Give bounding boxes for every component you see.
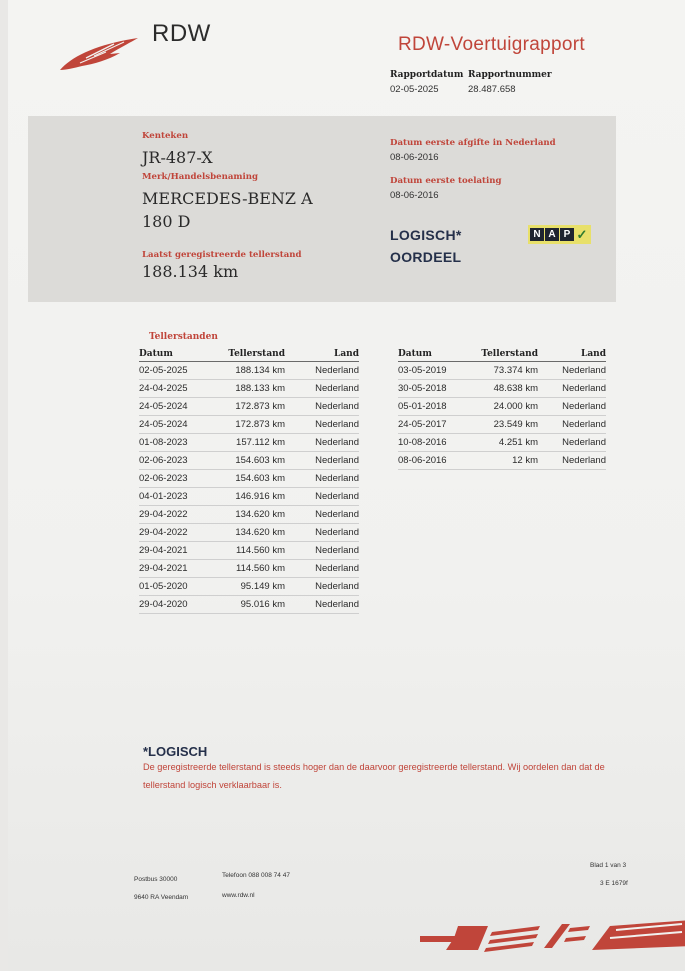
reading-date: 08-06-2016 — [398, 452, 468, 470]
column-header-date: Datum — [139, 346, 221, 362]
report-title: RDW-Voertuigrapport — [398, 34, 585, 55]
reading-country: Nederland — [285, 596, 359, 614]
reading-country: Nederland — [285, 452, 359, 470]
readings-title: Tellerstanden — [149, 332, 218, 342]
nap-letter-a: A — [545, 228, 559, 241]
table-row — [139, 542, 359, 560]
reading-date: 29-04-2021 — [139, 542, 221, 560]
reading-country: Nederland — [285, 416, 359, 434]
table-row — [139, 398, 359, 416]
table-row — [139, 380, 359, 398]
table-row — [398, 398, 606, 416]
report-number-label: Rapportnummer — [468, 70, 552, 80]
column-header-country: Land — [285, 346, 359, 362]
reading-country: Nederland — [538, 452, 606, 470]
column-header-odometer: Tellerstand — [468, 346, 538, 362]
first-admission-label: Datum eerste toelating — [390, 176, 502, 186]
reading-odometer: 146.916 km — [221, 488, 285, 506]
reading-date: 30-05-2018 — [398, 380, 468, 398]
table-row — [398, 380, 606, 398]
table-row — [139, 452, 359, 470]
verdict-line2: OORDEEL — [390, 249, 462, 265]
model-value-line2: 180 D — [142, 212, 191, 231]
readings-table-left — [139, 346, 359, 614]
reading-date: 01-08-2023 — [139, 434, 221, 452]
verdict-line1: LOGISCH* — [390, 227, 462, 243]
reading-country: Nederland — [538, 434, 606, 452]
odometer-value: 188.134 km — [142, 262, 239, 281]
rdw-logo-icon — [58, 34, 140, 74]
table-row — [139, 596, 359, 614]
reading-date: 01-05-2020 — [139, 578, 221, 596]
reading-odometer: 114.560 km — [221, 542, 285, 560]
footer-postbus: Postbus 30000 — [134, 876, 178, 883]
reading-country: Nederland — [285, 470, 359, 488]
reading-odometer: 154.603 km — [221, 452, 285, 470]
reading-date: 24-05-2024 — [139, 416, 221, 434]
table-row — [139, 488, 359, 506]
reading-date: 29-04-2021 — [139, 560, 221, 578]
first-admission-value: 08-06-2016 — [390, 190, 439, 201]
rdw-stripes-icon — [420, 918, 685, 952]
reading-country: Nederland — [285, 524, 359, 542]
reading-odometer: 95.149 km — [221, 578, 285, 596]
reading-date: 02-06-2023 — [139, 470, 221, 488]
reading-date: 02-06-2023 — [139, 452, 221, 470]
reading-date: 24-05-2017 — [398, 416, 468, 434]
report-sheet — [8, 0, 685, 971]
brand-name: RDW — [152, 20, 211, 47]
plate-label: Kenteken — [142, 131, 189, 141]
table-row — [398, 452, 606, 470]
reading-odometer: 154.603 km — [221, 470, 285, 488]
checkmark-icon: ✓ — [576, 227, 588, 242]
reading-date: 02-05-2025 — [139, 362, 221, 380]
note-title: *LOGISCH — [143, 744, 208, 759]
reading-odometer: 172.873 km — [221, 416, 285, 434]
table-row — [398, 434, 606, 452]
reading-date: 04-01-2023 — [139, 488, 221, 506]
report-date-label: Rapportdatum — [390, 70, 464, 80]
first-issue-nl-label: Datum eerste afgifte in Nederland — [390, 138, 556, 148]
footer-website: www.rdw.nl — [222, 892, 255, 899]
nap-letter-p: P — [560, 228, 574, 241]
column-header-date: Datum — [398, 346, 468, 362]
footer-page-number: Blad 1 van 3 — [590, 862, 627, 869]
reading-odometer: 23.549 km — [468, 416, 538, 434]
reading-odometer: 134.620 km — [221, 506, 285, 524]
table-row — [139, 470, 359, 488]
reading-odometer: 48.638 km — [468, 380, 538, 398]
reading-country: Nederland — [285, 578, 359, 596]
table-row — [139, 362, 359, 380]
reading-date: 05-01-2018 — [398, 398, 468, 416]
reading-date: 03-05-2019 — [398, 362, 468, 380]
reading-country: Nederland — [285, 380, 359, 398]
first-issue-nl-value: 08-06-2016 — [390, 152, 439, 163]
reading-date: 24-04-2025 — [139, 380, 221, 398]
table-row — [139, 524, 359, 542]
odometer-label: Laatst geregistreerde tellerstand — [142, 250, 302, 260]
table-row — [398, 416, 606, 434]
reading-odometer: 114.560 km — [221, 560, 285, 578]
model-label: Merk/Handelsbenaming — [142, 172, 259, 182]
nap-letter-n: N — [530, 228, 544, 241]
table-row — [139, 578, 359, 596]
table-row — [398, 362, 606, 380]
footer-address: 9640 RA Veendam — [134, 894, 189, 901]
reading-date: 29-04-2022 — [139, 524, 221, 542]
reading-odometer: 4.251 km — [468, 434, 538, 452]
reading-country: Nederland — [538, 416, 606, 434]
report-date: 02-05-2025 — [390, 84, 439, 95]
reading-odometer: 73.374 km — [468, 362, 538, 380]
table-row — [139, 506, 359, 524]
reading-country: Nederland — [285, 542, 359, 560]
footer-doc-code: 3 E 1679f — [600, 880, 628, 887]
reading-odometer: 188.133 km — [221, 380, 285, 398]
column-header-odometer: Tellerstand — [221, 346, 285, 362]
reading-date: 29-04-2020 — [139, 596, 221, 614]
reading-date: 24-05-2024 — [139, 398, 221, 416]
reading-odometer: 157.112 km — [221, 434, 285, 452]
reading-odometer: 134.620 km — [221, 524, 285, 542]
plate-value: JR-487-X — [142, 148, 213, 167]
reading-country: Nederland — [285, 506, 359, 524]
reading-odometer: 24.000 km — [468, 398, 538, 416]
column-header-country: Land — [538, 346, 606, 362]
reading-odometer: 12 km — [468, 452, 538, 470]
reading-date: 10-08-2016 — [398, 434, 468, 452]
reading-country: Nederland — [538, 398, 606, 416]
table-row — [139, 560, 359, 578]
table-row — [139, 434, 359, 452]
nap-logo — [528, 225, 591, 244]
readings-table-right — [398, 346, 606, 470]
reading-country: Nederland — [285, 488, 359, 506]
reading-odometer: 172.873 km — [221, 398, 285, 416]
reading-country: Nederland — [538, 362, 606, 380]
report-number: 28.487.658 — [468, 84, 516, 95]
reading-country: Nederland — [285, 560, 359, 578]
reading-odometer: 188.134 km — [221, 362, 285, 380]
reading-country: Nederland — [285, 434, 359, 452]
footer-phone: Telefoon 088 008 74 47 — [222, 872, 290, 879]
reading-country: Nederland — [285, 362, 359, 380]
reading-country: Nederland — [538, 380, 606, 398]
reading-odometer: 95.016 km — [221, 596, 285, 614]
note-text: De geregistreerde tellerstand is steeds hoger dan de daarvoor geregistreerde tellerstand. Wij oordelen dan dat de tellerstand logisch verklaarbaar is. — [143, 762, 605, 790]
reading-date: 29-04-2022 — [139, 506, 221, 524]
reading-country: Nederland — [285, 398, 359, 416]
model-value-line1: MERCEDES-BENZ A — [142, 189, 313, 208]
table-row — [139, 416, 359, 434]
